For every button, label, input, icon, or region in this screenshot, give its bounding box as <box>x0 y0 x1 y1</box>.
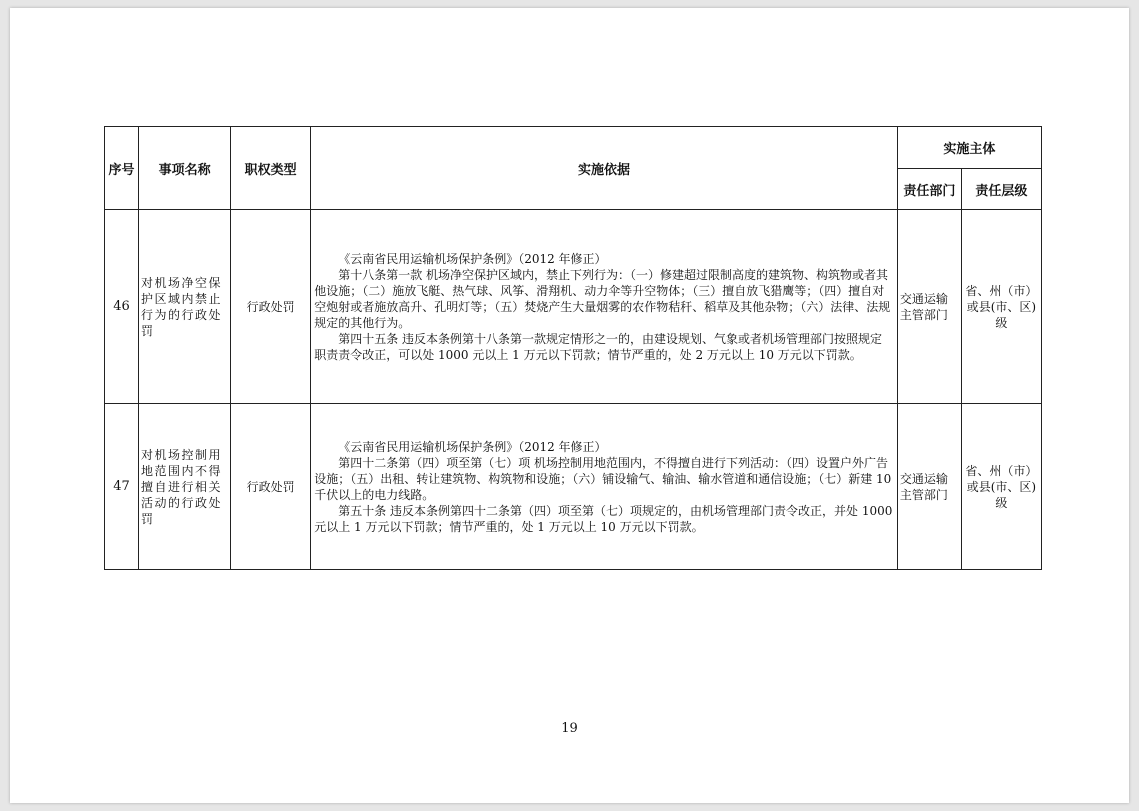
row-level: 省、州（市）或县(市、区)级 <box>961 404 1041 570</box>
header-level: 责任层级 <box>961 169 1041 210</box>
row-seq: 47 <box>105 404 139 570</box>
row-name: 对机场控制用地范围内不得擅自进行相关活动的行政处罚 <box>139 404 231 570</box>
row-level: 省、州（市）或县(市、区)级 <box>961 210 1041 404</box>
basis-paragraph: 《云南省民用运输机场保护条例》（2012 年修正） <box>338 439 607 454</box>
row-basis <box>311 404 898 570</box>
row-dept: 交通运输主管部门 <box>897 404 961 570</box>
table-row <box>105 404 1042 570</box>
row-type: 行政处罚 <box>231 404 311 570</box>
row-name: 对机场净空保护区域内禁止行为的行政处罚 <box>139 210 231 404</box>
header-dept: 责任部门 <box>897 169 961 210</box>
page-number: 19 <box>561 721 578 736</box>
basis-paragraph: 第十八条第一款 机场净空保护区域内，禁止下列行为：（一）修建超过限制高度的建筑物、构筑物或者其他设施；（二）施放飞艇、热气球、风筝、滑翔机、动力伞等升空物体；（三）擅自放飞猎鹰等；（四）擅自对空炮射或者施放高升、孔明灯等；（五）焚烧产生大量烟雾的农作物秸秆、稻草及其他杂物；（六）法律、法规规定的其他行为。 <box>314 267 891 330</box>
basis-paragraph: 第五十条 违反本条例第四十二条第（四）项至第（七）项规定的，由机场管理部门责令改正，并处 1000 元以上 1 万元以下罚款；情节严重的，处 1 万元以上 10 万元以下罚款。 <box>314 503 893 534</box>
header-type: 职权类型 <box>231 127 311 210</box>
header-name: 事项名称 <box>139 127 231 210</box>
document-page <box>10 8 1129 803</box>
row-dept: 交通运输主管部门 <box>897 210 961 404</box>
table-row <box>105 210 1042 404</box>
header-seq: 序号 <box>105 127 139 210</box>
power-list-table <box>104 126 1042 570</box>
row-basis <box>311 210 898 404</box>
basis-paragraph: 《云南省民用运输机场保护条例》（2012 年修正） <box>338 251 607 266</box>
header-basis: 实施依据 <box>311 127 898 210</box>
row-seq: 46 <box>105 210 139 404</box>
row-type: 行政处罚 <box>231 210 311 404</box>
basis-paragraph: 第四十五条 违反本条例第十八条第一款规定情形之一的，由建设规划、气象或者机场管理部门按照规定职责责令改正，可以处 1000 元以上 1 万元以下罚款；情节严重的，处 2 万元以上 10 万元以下罚款。 <box>314 331 883 362</box>
basis-paragraph: 第四十二条第（四）项至第（七）项 机场控制用地范围内，不得擅自进行下列活动：（四）设置户外广告设施；（五）出租、转让建筑物、构筑物和设施；（六）铺设输气、输油、输水管道和通信设施；（七）新建 10 千伏以上的电力线路。 <box>314 455 892 502</box>
header-row <box>105 127 1042 169</box>
header-subject: 实施主体 <box>897 127 1041 169</box>
